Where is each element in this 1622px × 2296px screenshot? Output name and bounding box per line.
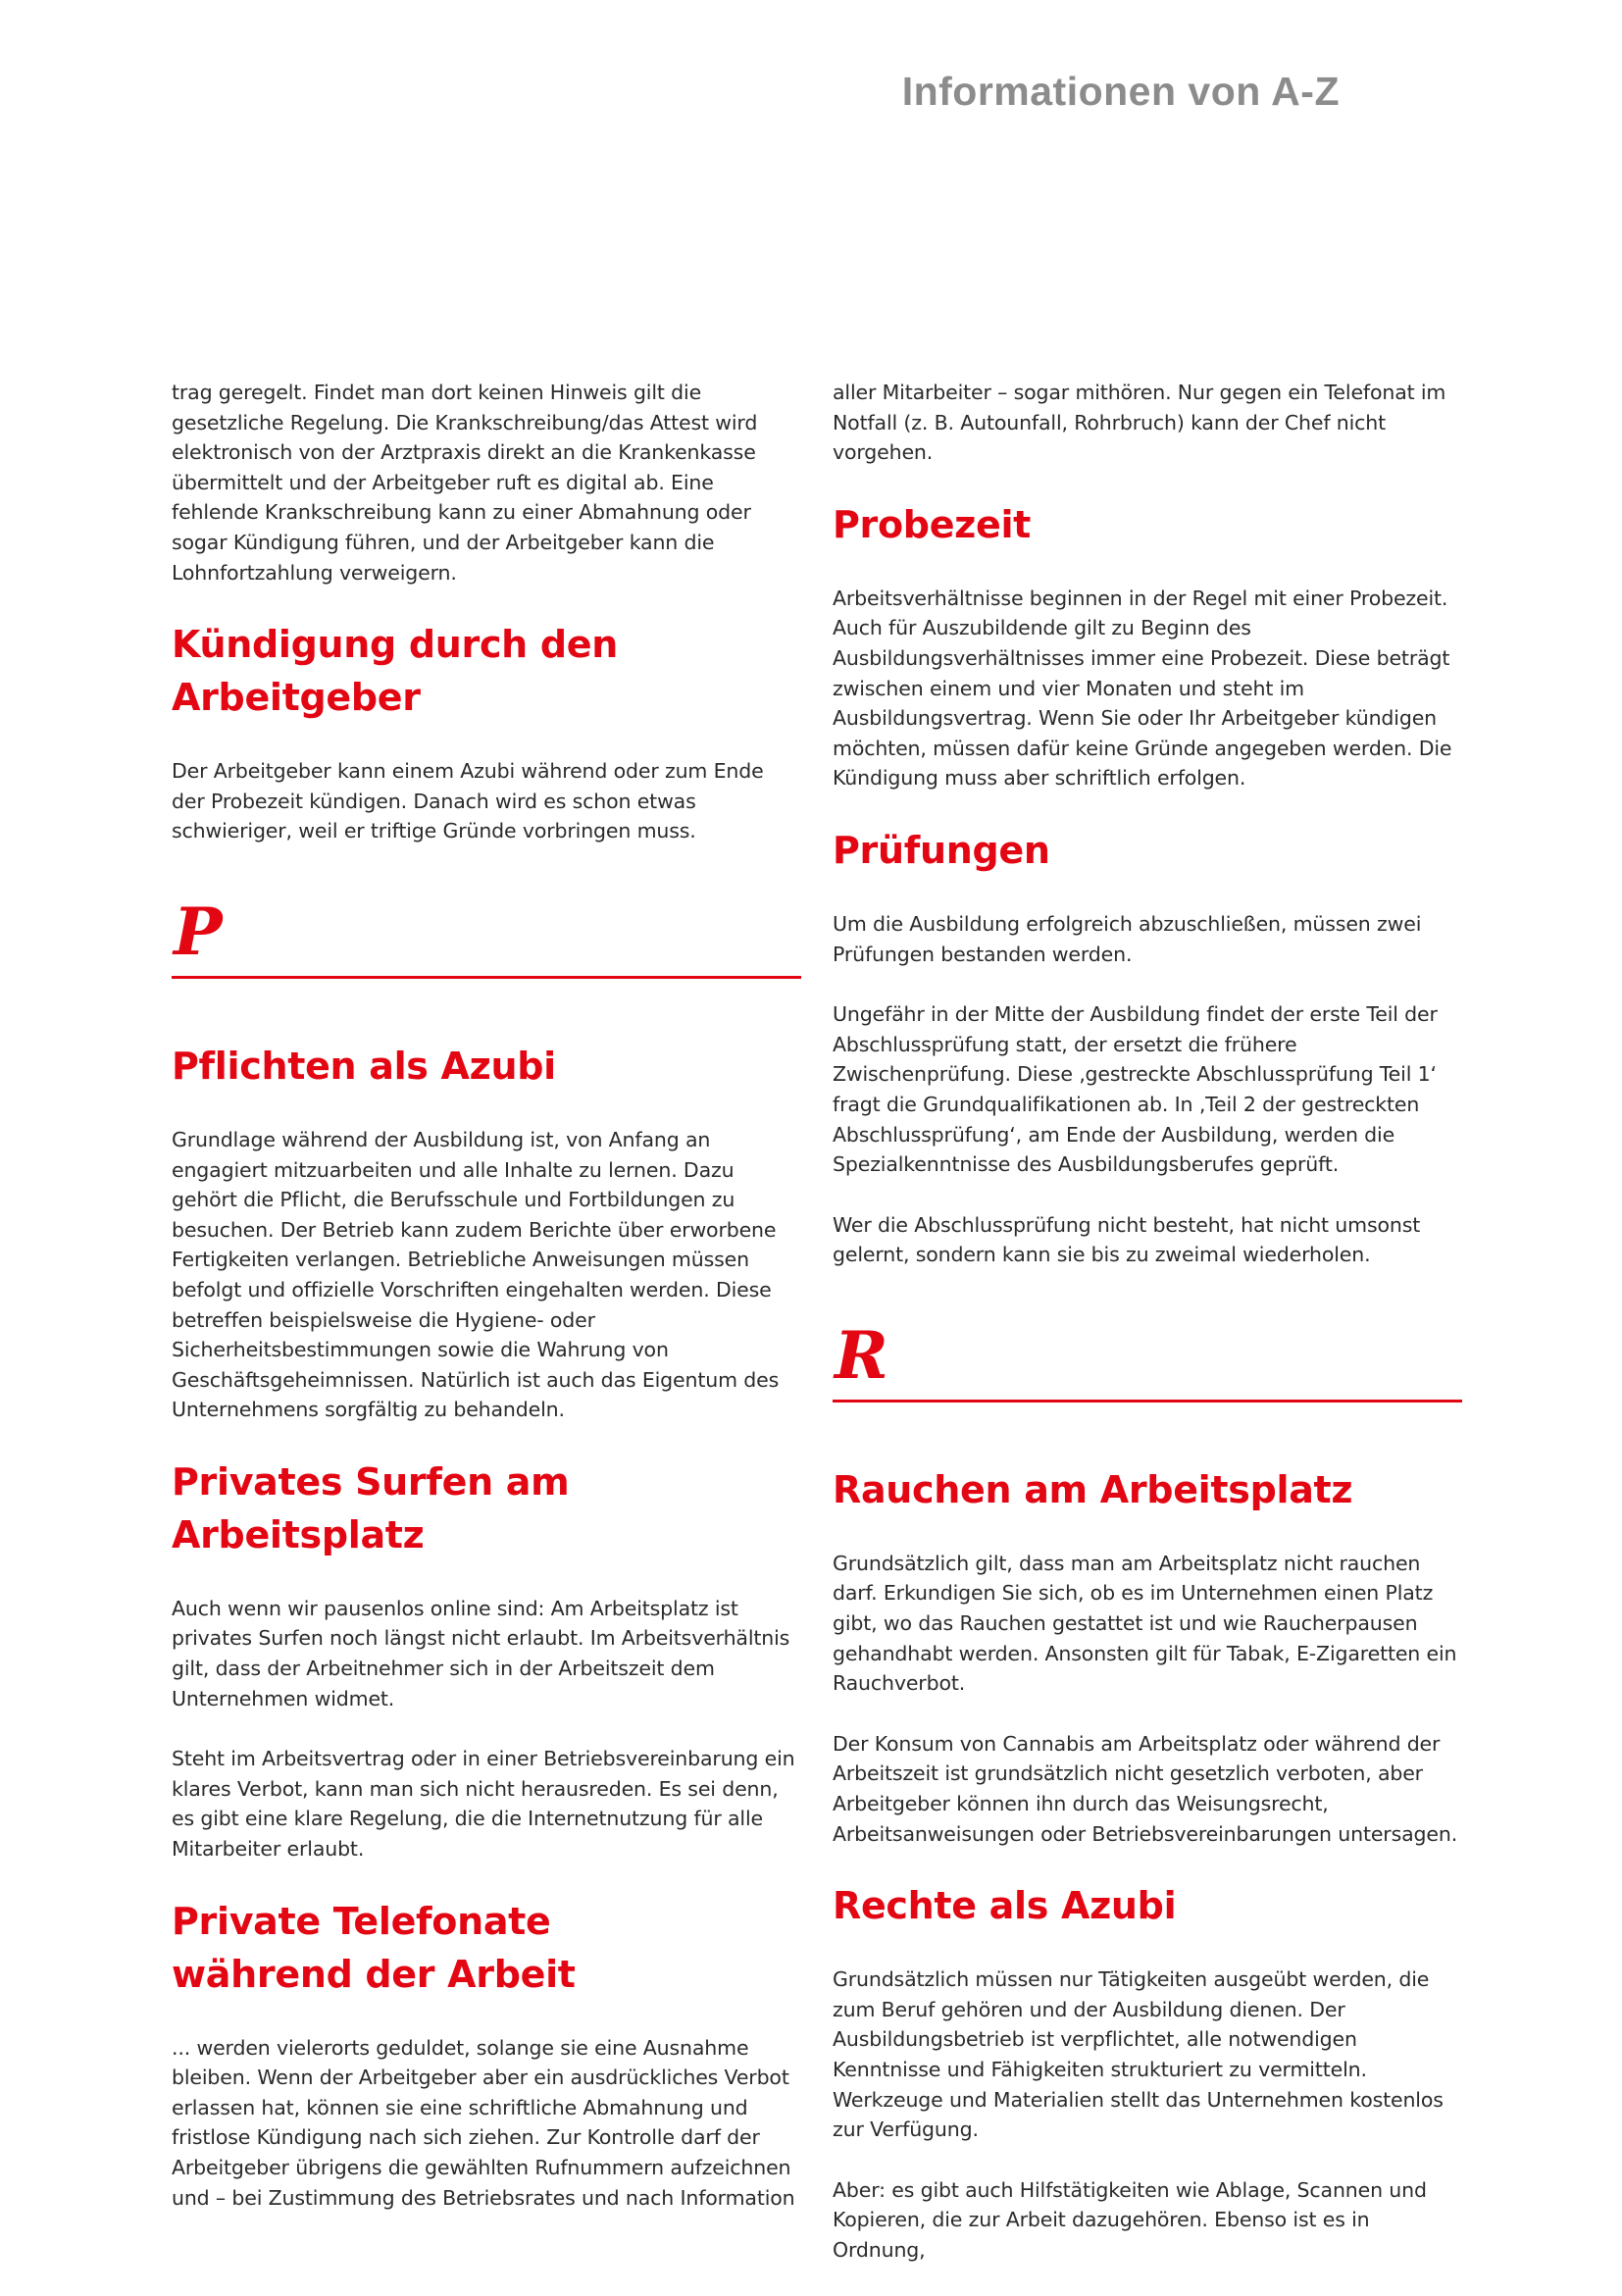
intro-paragraph-right: aller Mitarbeiter – sogar mithören. Nur gegen ein Telefonat im Notfall (z. B. Autounfall, Rohrbruch) kann der Chef nicht vorgehen. — [833, 381, 1446, 465]
telefonate-text: ... werden vielerorts geduldet, solange sie eine Ausnahme bleiben. Wenn der Arbeitgeber aber ein ausdrückliches Verbot erlassen hat, können sie eine schriftliche Abmahnung und fristlose Kündigung nach sich ziehen. Zur Kontrolle darf der Arbeitgeber übrigens die gewählten Rufnummern aufzeichnen und – bei Zustimmung des Betriebsrates und nach Information — [172, 2035, 795, 2210]
right-column — [833, 378, 1462, 2296]
pruefungen-text-1: Um die Ausbildung erfolgreich abzuschließen, müssen zwei Prüfungen bestanden werden. — [833, 911, 1422, 966]
intro-paragraph: trag geregelt. Findet man dort keinen Hinweis gilt die gesetzliche Regelung. Die Krankschreibung/das Attest wird elektronisch von der Arztpraxis direkt an die Krankenkasse übermittelt und der Arbeitgeber ruft es digital ab. Eine fehlende Krankschreibung kann zu einer Abmahnung oder sogar Kündigung führen, und der Arbeitgeber kann die Lohnfortzahlung verweigern. — [172, 381, 758, 585]
section-letter-p: P — [174, 893, 223, 970]
pruefungen-text-3: Wer die Abschlussprüfung nicht besteht, hat nicht umsonst gelernt, sondern kann sie bis zu zweimal wiederholen. — [833, 1212, 1421, 1267]
heading-surfen — [172, 1455, 799, 1561]
pruefungen-text-2: Ungefähr in der Mitte der Ausbildung findet der erste Teil der Abschlussprüfung statt, der ersetzt die frühere Zwischenprüfung. Diese ‚gestreckte Abschlussprüfung Teil 1‘ fragt die Grundqualifikationen ab. In ‚Teil 2 der gestreckten Abschlussprüfung‘, am Ende der Ausbildung, werden die Spezialkenntnisse des Ausbildungsberufes geprüft. — [833, 1002, 1438, 1177]
page-header-title: Informationen von A-Z — [901, 69, 1340, 114]
section-letter-r: R — [835, 1316, 888, 1394]
letter-section-r — [833, 1316, 1462, 1403]
heading-surfen-line2: Arbeitsplatz — [172, 1512, 425, 1556]
heading-kuendigung-line2: Arbeitgeber — [172, 676, 421, 720]
heading-kuendigung-line1: Kündigung durch den — [172, 623, 618, 667]
letter-section-p — [172, 893, 799, 979]
rechte-text-1: Grundsätzlich müssen nur Tätigkeiten ausgeübt werden, die zum Beruf gehören und der Ausbildung dienen. Der Ausbildungsbetrieb ist verpflichtet, alle notwendigen Kenntnisse und Fähigkeiten strukturiert zu vermitteln. Werkzeuge und Materialien stellt das Unternehmen kostenlos zur Verfügung. — [833, 1967, 1444, 2142]
pflichten-text: Grundlage während der Ausbildung ist, von Anfang an engagiert mitzuarbeiten und alle Inhalte zu lernen. Dazu gehört die Pflicht, die Berufsschule und Fortbildungen zu besuchen. Der Betrieb kann zudem Berichte über erworbene Fertigkeiten verlangen. Betriebliche Anweisungen müssen befolgt und offizielle Vorschriften eingehalten werden. Diese betreffen beispielsweise die Hygiene- oder Sicherheitsbestimmungen sowie die Wahrung von Geschäftsgeheimnissen. Natürlich ist auch das Eigentum des Unternehmens sorgfältig zu behandeln. — [172, 1127, 780, 1422]
heading-probezeit: Probezeit — [833, 502, 1032, 546]
probezeit-text: Arbeitsverhältnisse beginnen in der Regel mit einer Probezeit. Auch für Auszubildende gilt zu Beginn des Ausbildungsverhältnisses immer eine Probezeit. Diese beträgt zwischen einem und vier Monaten und steht im Ausbildungsvertrag. Wenn Sie oder Ihr Arbeitgeber kündigen möchten, müssen dafür keine Gründe angegeben werden. Die Kündigung muss aber schriftlich erfolgen. — [833, 586, 1452, 791]
heading-telefonate-line1: Private Telefonate — [172, 1899, 551, 1943]
heading-pflichten: Pflichten als Azubi — [172, 1044, 556, 1088]
section-divider — [172, 976, 801, 979]
heading-rechte: Rechte als Azubi — [833, 1884, 1177, 1928]
heading-rauchen: Rauchen am Arbeitsplatz — [833, 1467, 1353, 1511]
section-divider — [833, 1400, 1462, 1403]
rauchen-text-2: Der Konsum von Cannabis am Arbeitsplatz oder während der Arbeitszeit ist grundsätzlich nicht gesetzlich verboten, aber Arbeitgeber können ihn durch das Weisungsrecht, Arbeitsanweisungen oder Betriebsvereinbarungen untersagen. — [833, 1731, 1458, 1846]
rechte-text-2: Aber: es gibt auch Hilfstätigkeiten wie Ablage, Scannen und Kopieren, die zur Arbeit dazugehören. Ebenso ist es in Ordnung, — [833, 2177, 1427, 2262]
heading-telefonate — [172, 1895, 799, 2001]
surfen-text-1: Auch wenn wir pausenlos online sind: Am Arbeitsplatz ist privates Surfen noch längst nicht erlaubt. Im Arbeitsverhältnis gilt, dass der Arbeitnehmer sich in der Arbeitszeit dem Unternehmen widmet. — [172, 1596, 790, 1710]
heading-kuendigung — [172, 618, 799, 724]
rauchen-text-1: Grundsätzlich gilt, dass man am Arbeitsplatz nicht rauchen darf. Erkundigen Sie sich, ob es im Unternehmen einen Platz gibt, wo das Rauchen gestattet ist und wie Raucherpausen gehandhabt werden. Ansonsten gilt für Tabak, E-Zigaretten ein Rauchverbot. — [833, 1551, 1457, 1696]
heading-pruefungen: Prüfungen — [833, 828, 1050, 872]
surfen-text-2: Steht im Arbeitsvertrag oder in einer Betriebsvereinbarung ein klares Verbot, kann man sich nicht herausreden. Es sei denn, es gibt eine klare Regelung, die die Internetnutzung für alle Mitarbeiter erlaubt. — [172, 1747, 795, 1862]
kuendigung-text: Der Arbeitgeber kann einem Azubi während oder zum Ende der Probezeit kündigen. Danach wird es schon etwas schwieriger, weil er triftige Gründe vorbringen muss. — [172, 759, 764, 843]
left-column — [172, 378, 799, 2243]
heading-telefonate-line2: während der Arbeit — [172, 1952, 576, 1996]
heading-surfen-line1: Privates Surfen am — [172, 1459, 570, 1504]
